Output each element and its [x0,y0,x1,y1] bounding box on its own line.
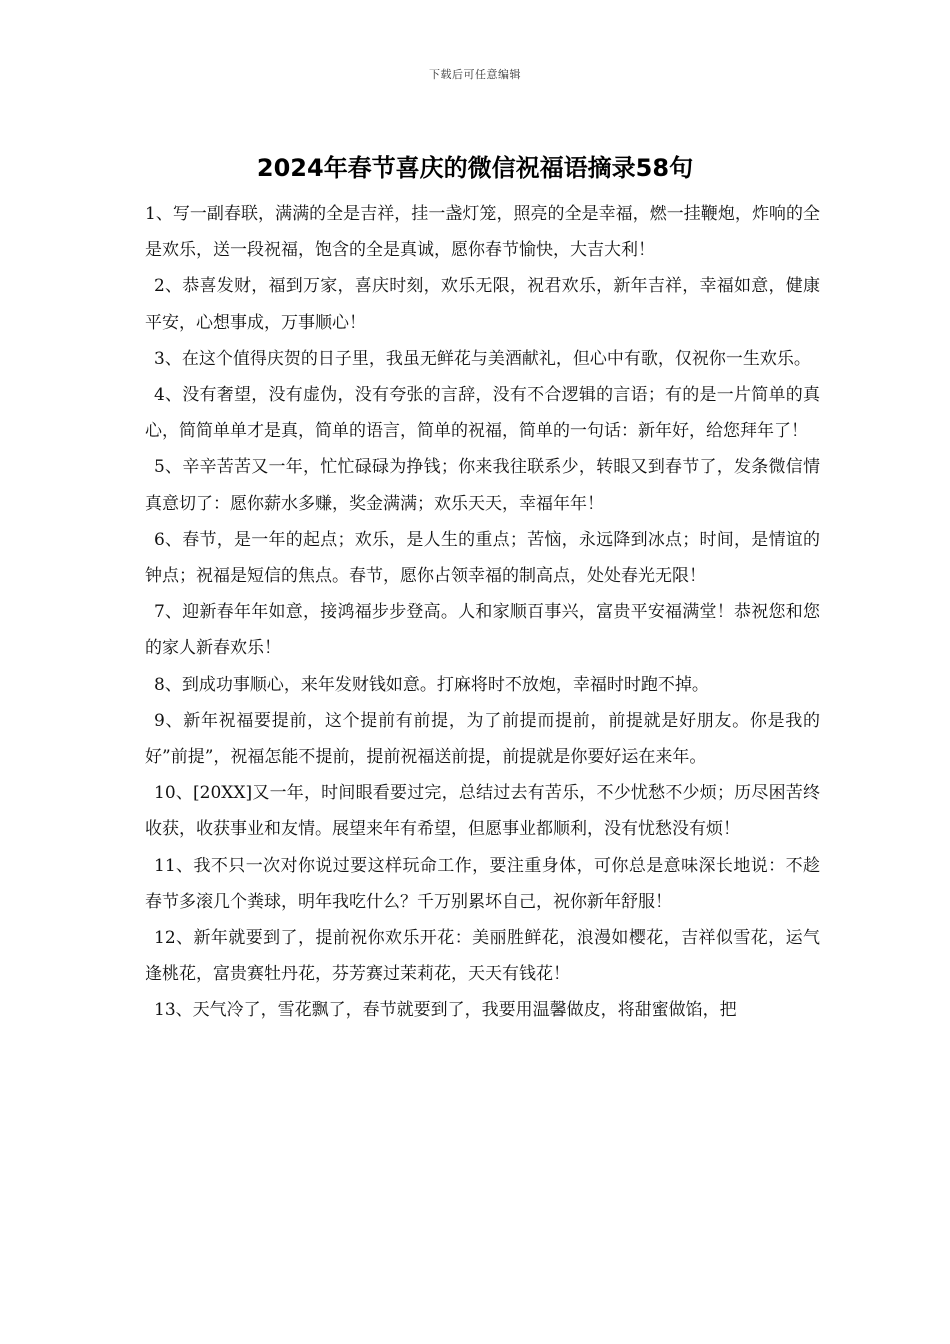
document-body [145,196,820,1029]
paragraph-10: 10、[20XX]又一年，时间眼看要过完，总结过去有苦乐，不少忧愁不少烦；历尽困苦终收获，收获事业和友情。展望来年有希望，但愿事业都顺利，没有忧愁没有烦！ [145,783,820,840]
paragraph-6: 6、春节，是一年的起点；欢乐，是人生的重点；苦恼，永远降到冰点；时间，是情谊的钟点；祝福是短信的焦点。春节，愿你占领幸福的制高点，处处春光无限！ [145,529,820,587]
document-title: 2024年春节喜庆的微信祝福语摘录58句 [256,154,694,182]
paragraph-5: 5、辛辛苦苦又一年，忙忙碌碌为挣钱；你来我往联系少，转眼又到春节了，发条微信情真意切了：愿你薪水多赚，奖金满满；欢乐天天，幸福年年！ [145,457,820,514]
paragraph-11: 11、我不只一次对你说过要这样玩命工作，要注重身体，可你总是意味深长地说：不趁春节多滚几个粪球，明年我吃什么？千万别累坏自己，祝你新年舒服！ [145,855,820,912]
paragraph-7: 7、迎新春年年如意，接鸿福步步登高。人和家顺百事兴，富贵平安福满堂！恭祝您和您的家人新春欢乐！ [145,602,820,659]
header-note: 下载后可任意编辑 [429,68,521,81]
paragraph-12: 12、新年就要到了，提前祝你欢乐开花：美丽胜鲜花，浪漫如樱花，吉祥似雪花，运气逢桃花，富贵赛牡丹花，芬芳赛过茉莉花，天天有钱花！ [145,928,820,985]
paragraph-2: 2、恭喜发财，福到万家，喜庆时刻，欢乐无限，祝君欢乐，新年吉祥，幸福如意，健康平安，心想事成，万事顺心！ [145,276,820,333]
paragraph-8: 8、到成功事顺心，来年发财钱如意。打麻将时不放炮，幸福时时跑不掉。 [154,674,709,695]
paragraph-3: 3、在这个值得庆贺的日子里，我虽无鲜花与美酒献礼，但心中有歌，仅祝你一生欢乐。 [154,348,811,369]
paragraph-4: 4、没有奢望，没有虚伪，没有夸张的言辞，没有不合逻辑的言语；有的是一片简单的真心，简简单单才是真，简单的语言，简单的祝福，简单的一句话：新年好，给您拜年了！ [145,385,820,442]
paragraph-9: 9、新年祝福要提前，这个提前有前提，为了前提而提前，前提就是好朋友。你是我的好”前提”，祝福怎能不提前，提前祝福送前提，前提就是你要好运在来年。 [145,710,820,768]
paragraph-13: 13、天气冷了，雪花飘了，春节就要到了，我要用温馨做皮，将甜蜜做馅，把 [154,1000,737,1021]
paragraph-1: 1、写一副春联，满满的全是吉祥，挂一盏灯笼，照亮的全是幸福，燃一挂鞭炮，炸响的全是欢乐，送一段祝福，饱含的全是真诚，愿你春节愉快，大吉大利！ [145,204,820,261]
